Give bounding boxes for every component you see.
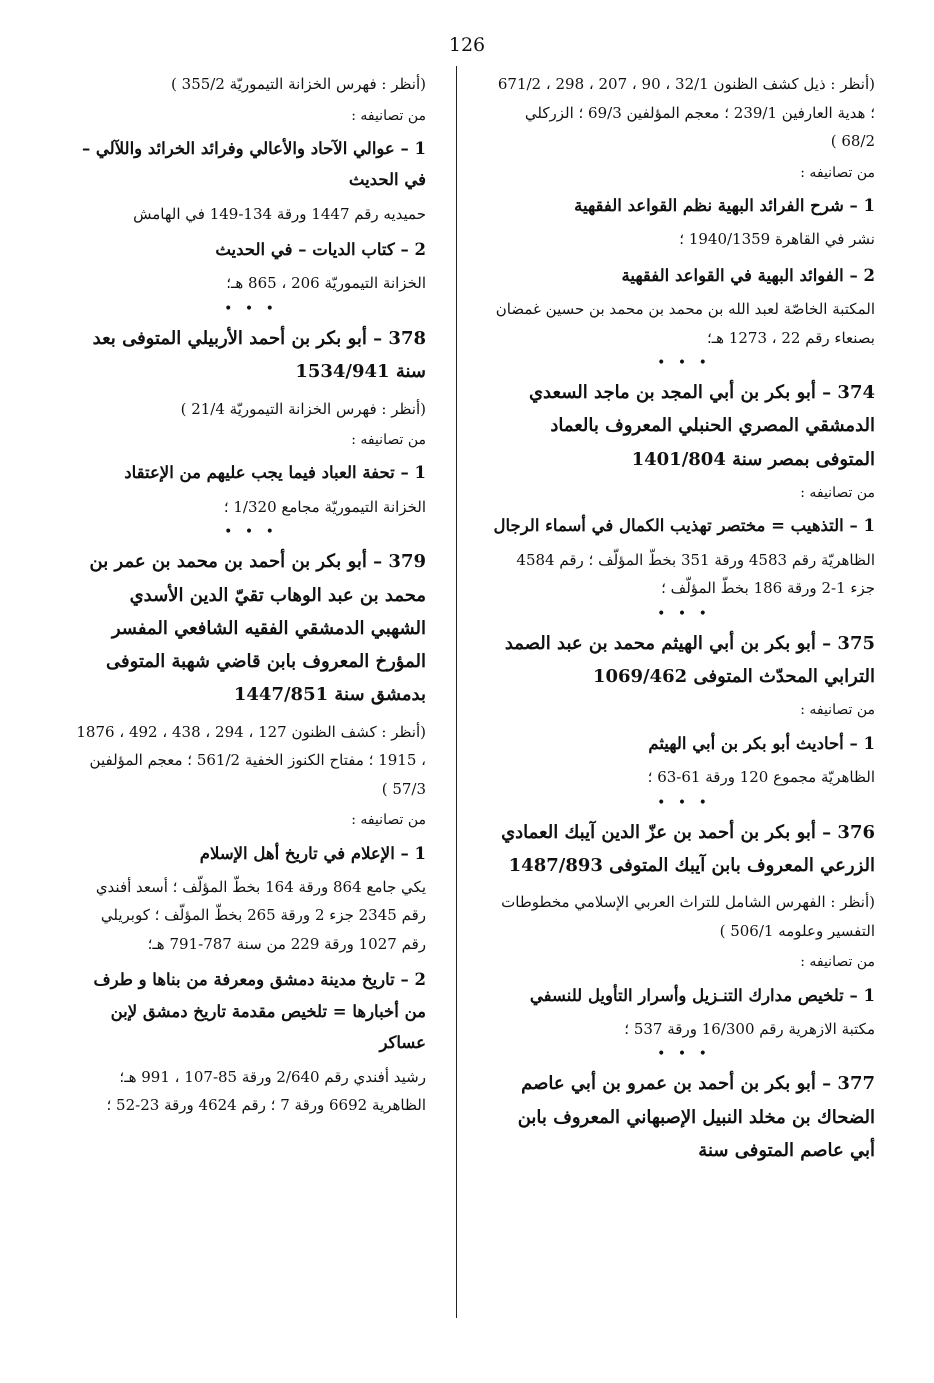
- author-entry-376: 376 – أبو بكر بن أحمد بن عزّ الدين آيبك العمادي الزرعي المعروف بابن آيبك المتوفى 1487/893: [501, 821, 875, 876]
- author-entry-377: 377 – أبو بكر بن أحمد بن عمرو بن أبي عاصم الضحاك بن مخلد النبيل الإصبهاني المعروف بابن أبي عاصم المتوفى سنة: [517, 1073, 875, 1161]
- left-column: [76, 66, 426, 1333]
- author-entry-374: 374 – أبو بكر بن أبي المجد بن ماجد السعدي الدمشقي المصري الحنبلي المعروف بالعماد المتوفى بمصر سنة 1401/804: [528, 382, 875, 470]
- works-intro: من تصانيفه :: [351, 107, 426, 124]
- entry-separator: • • •: [657, 605, 711, 622]
- work-title: 1 – شرح الفرائد البهية نظم القواعد الفقهية: [574, 195, 875, 215]
- manuscript-location: المكتبة الخاصّة لعبد الله بن محمد بن محمد بن حسين غمضان بصنعاء رقم 22 ، 1273 هـ؛: [495, 300, 875, 347]
- reference-note: (أنظر : الفهرس الشامل للتراث العربي الإسلامي مخطوطات التفسير وعلومه 506/1 ): [501, 893, 875, 940]
- entry-separator: • • •: [224, 524, 278, 541]
- work-title: 2 – تاريخ مدينة دمشق ومعرفة من بناها و طرف من أخبارها = تلخيص مقدمة تاريخ دمشق لإبن عساكر: [93, 970, 426, 1053]
- entry-separator: • • •: [657, 794, 711, 811]
- work-title: 2 – الفوائد البهية في القواعد الفقهية: [621, 265, 875, 285]
- manuscript-location: حميديه رقم 1447 ورقة 134-149 في الهامش: [133, 204, 426, 223]
- reference-note: (أنظر : كشف الظنون 127 ، 294 ، 438 ، 492 ، 1876 ، 1915 ؛ مفتاح الكنوز الخفية 561/2 ؛ معجم المؤلفين 57/3 ): [76, 722, 426, 798]
- work-title: 1 – عوالي الآحاد والأعالي وفرائد الخرائد واللآلي – في الحديث: [81, 138, 426, 190]
- manuscript-location: الخزانة التيموريّة 206 ، 865 هـ؛: [226, 274, 426, 293]
- author-entry-379: 379 – أبو بكر بن أحمد بن محمد بن عمر بن محمد بن عبد الوهاب تقيّ الدين الأسدي الشهبي الدمشقي الفقيه الشافعي المفسر المؤرخ المعروف بابن قاضي شهبة المتوفى بدمشق سنة 1447/851: [89, 551, 426, 706]
- works-intro: من تصانيفه :: [800, 484, 875, 501]
- works-intro: من تصانيفه :: [800, 954, 875, 971]
- entry-separator: • • •: [657, 1046, 711, 1063]
- reference-note: (أنظر : فهرس الخزانة التيموريّة 355/2 ): [171, 75, 426, 93]
- entry-separator: • • •: [657, 355, 711, 372]
- works-intro: من تصانيفه :: [800, 702, 875, 719]
- author-entry-378: 378 – أبو بكر بن أحمد الأربيلي المتوفى بعد سنة 1534/941: [92, 327, 426, 383]
- entry-separator: • • •: [224, 300, 278, 317]
- manuscript-location: يكي جامع 864 ورقة 164 بخطّ المؤلّف ؛ أسعد أفندي رقم 2345 جزء 2 ورقة 265 بخطّ المؤلّف ؛ كوبريلي رقم 1027 ورقة 229 من سنة 787-791 هـ؛: [95, 877, 426, 953]
- work-title: 1 – التذهيب = مختصر تهذيب الكمال في أسماء الرجال: [493, 516, 875, 536]
- author-entry-375: 375 – أبو بكر بن أبي الهيثم محمد بن عبد الصمد الترابي المحدّث المتوفى 1069/462: [504, 632, 875, 687]
- work-title: 1 – تلخيص مدارك التنـزيل وأسرار التأويل للنسفي: [529, 985, 875, 1005]
- manuscript-location: نشر في القاهرة 1940/1359 ؛: [679, 230, 875, 249]
- manuscript-location: الخزانة التيموريّة مجامع 1/320 ؛: [223, 497, 426, 516]
- work-title: 1 – أحاديث أبو بكر بن أبي الهيثم: [648, 733, 875, 753]
- manuscript-location: مكتبة الازهرية رقم 16/300 ورقة 537 ؛: [624, 1019, 875, 1038]
- works-intro: من تصانيفه :: [351, 812, 426, 829]
- page-number: 126: [448, 34, 486, 56]
- work-title: 1 – الإعلام في تاريخ أهل الإسلام: [199, 843, 426, 863]
- reference-note: (أنظر : ذيل كشف الظنون 32/1 ، 90 ، 207 ، 298 ، 671/2 ؛ هدية العارفين 239/1 ؛ معجم المؤلفين 69/3 ؛ الزركلي 68/2 ): [497, 75, 875, 150]
- manuscript-location: الظاهريّة مجموع 120 ورقة 61-63 ؛: [647, 768, 875, 787]
- work-title: 1 – تحفة العباد فيما يجب عليهم من الإعتقاد: [124, 463, 426, 483]
- works-intro: من تصانيفه :: [800, 164, 875, 181]
- reference-note: (أنظر : فهرس الخزانة التيموريّة 21/4 ): [180, 399, 426, 418]
- manuscript-location: الظاهريّة رقم 4583 ورقة 351 بخطّ المؤلّف ؛ رقم 4584 جزء 1-2 ورقة 186 بخطّ المؤلّف ؛: [516, 550, 875, 598]
- work-title: 2 – كتاب الديات – في الحديث: [215, 240, 426, 260]
- column-divider: [456, 66, 457, 1318]
- works-intro: من تصانيفه :: [351, 432, 426, 449]
- right-column: [493, 66, 875, 1333]
- manuscript-location: رشيد أفندي رقم 2/640 ورقة 85-107 ، 991 هـ؛ الظاهرية 6692 ورقة 7 ؛ رقم 4624 ورقة 23-52 ؛: [106, 1067, 426, 1114]
